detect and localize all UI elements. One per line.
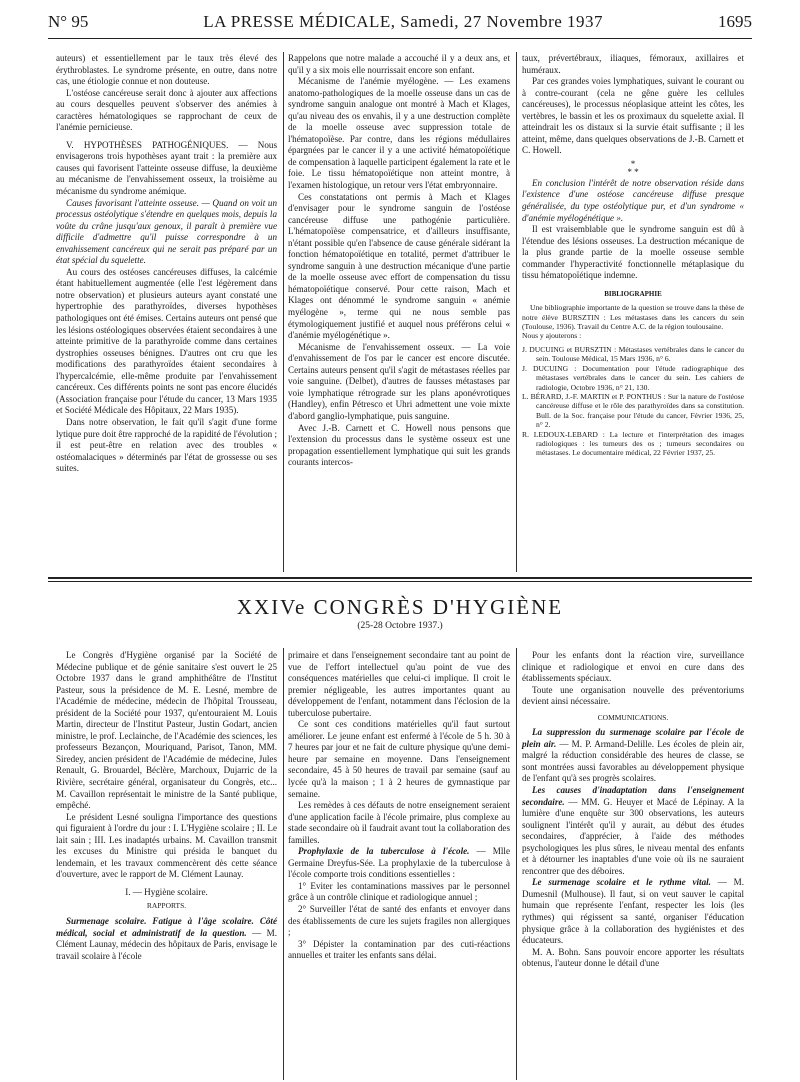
paragraph: V. HYPOTHÈSES PATHOGÉNIQUES. — Nous envisagerons trois hypothèses ayant trait : la première aux causes qui favorisent l'atteinte osseuse diffuse, la deuxième au mécanisme de l'envahissement osseux, la troisième au mécanisme du syndrome anémique. xyxy=(56,139,277,197)
paragraph: auteurs) et essentiellement par le taux très élevé des érythroblastes. Le syndrome présente, en outre, dans notre cas, une étiologie connue et non douteuse. xyxy=(56,53,277,87)
paragraph: taux, prévertébraux, iliaques, fémoraux, axillaires et huméraux. xyxy=(522,53,744,75)
column-divider xyxy=(516,52,517,572)
bibliography-title: BIBLIOGRAPHIE xyxy=(604,289,662,298)
column-divider xyxy=(283,648,284,1080)
paragraph: Pour les enfants dont la réaction vire, surveillance clinique et radiologique et envoi en cure dans des établissements spéciaux. xyxy=(522,650,744,684)
bibliography-intro: Une bibliographie importante de la question se trouve dans la thèse de notre élève BURSZTIN : Les métastases dans les cancers du sein (Toulouse, 1936). Travail du Centre A.C. de la région toulousaine. xyxy=(522,303,744,332)
report-title: Prophylaxie de la tuberculose à l'école. xyxy=(298,846,470,857)
section-rule xyxy=(48,577,752,579)
section-rule xyxy=(48,581,752,582)
communication-title: Le surmenage scolaire et le rythme vital. xyxy=(532,877,711,888)
bibliography-reference: J. DUCUING et BURSZTIN : Métastases vertébrales dans le cancer du sein. Toulouse Médical, 15 Mars 1936, n° 6. xyxy=(522,344,744,364)
bibliography-reference: J. DUCUING : Documentation pour l'étude radiographique des métastases vertébrales dans le cancer du sein. Les cahiers de radiologie, Octobre 1936, n° 21, 130. xyxy=(522,363,744,392)
communication-text: M. A. Bohn. Sans pouvoir encore apporter les résultats obtenus, l'auteur donne le détail d'une xyxy=(522,946,744,969)
paragraph: Toute une organisation nouvelle des préventoriums devient ainsi nécessaire. xyxy=(522,684,744,707)
bibliography xyxy=(522,290,744,458)
bibliography-reference: R. LEDOUX-LEBARD : La lecture et l'interprétation des images radiologiques : les tumeurs des os ; tumeurs secondaires ou métastases. Le documentaire médical, 22 Février 1937, 25. xyxy=(522,429,744,458)
column-divider xyxy=(283,52,284,572)
congress-title: XXIVe CONGRÈS D'HYGIÈNE xyxy=(236,595,564,619)
paragraph: Causes favorisant l'atteinte osseuse. — Quand on voit un processus ostéolytique s'étendre en quelques mois, depuis la voûte du crâne jusqu'aux genoux, il paraît à première vue difficile d'admettre qu'il puisse correspondre à un envahissement cancéreux qui ne serait pas préparé par un état spécial du squelette. xyxy=(56,197,277,266)
report-title: Surmenage scolaire. Fatigue à l'âge scolaire. Côté médical, social et administratif de la question. xyxy=(56,916,277,938)
communication-text: — M. P. Armand-Delille. Les écoles de plein air, malgré la réduction considérable des heures de classe, se sont montrées aussi favorables au développement physique de l'enfant qu'à ses progrès scolaires. xyxy=(522,738,744,784)
paragraph: Mécanisme de l'envahissement osseux. — La voie d'envahissement de l'os par le cancer est encore discutée. Certains auteurs pensent qu'il s'agit de métastases réelles par voie sanguine. (Delbet), d'autres de fausses métastases par voie lymphatique rétrograde sur les plans aponévrotiques (Handley), enfin Pétresco et Uhri admettent une voie mixte d'abord ganglio-lymphatique, puis sanguine. xyxy=(288,341,510,421)
issue-number: N° 95 xyxy=(48,12,89,31)
subsection-heading: RAPPORTS. xyxy=(146,901,187,911)
list-item: 3° Dépister la contamination par des cuti-réactions annuelles et traiter les enfants sans délai. xyxy=(288,938,510,961)
paragraph: Rappelons que notre malade a accouché il y a deux ans, et qu'il y a six mois elle nourrissait encore son enfant. xyxy=(288,53,510,75)
upper-column-1 xyxy=(56,53,277,475)
paragraph: Ce sont ces conditions matérielles qu'il faut surtout améliorer. Le jeune enfant est enfermé à l'école de 5 h. 30 à 7 heures par jour et ne fait de culture physique qu'une demi-heure par semaine en moyenne. Dans l'enseignement secondaire, 45 à 50 heures de travail par semaine (sauf au lycée qu'à la maison ; 1 à 2 heures de gymnastique par semaine. xyxy=(288,719,510,799)
lower-column-2 xyxy=(288,650,510,962)
paragraph: Au cours des ostéoses cancéreuses diffuses, la calcémie étant habituellement augmentée (elle l'est légèrement dans notre observation) et plusieurs auteurs ayant constaté une hypertrophie des parathyroïdes, diverses hypothèses pathologiques ont été émises. Certains auteurs ont pensé que les lésions ostéologiques observées étaient secondaires à une atteinte primitive de la parathyroïde comme dans certaines dystrophies osseuses bénignes. D'autres ont cru que les modifications des parathyroïdes étaient secondaires à l'hypercalcémie, elle-même produite par l'envahissement cancéreux. Ces différents points ne sont pas encore élucidés (Association française pour l'étude du cancer, 13 Mars 1935 et Société Médicale des Hôpitaux, 22 Mars 1935). xyxy=(56,266,277,416)
communication-text: — M. Dumesnil (Mulhouse). Il faut, si on veut sauver le capital humain que représente l'enfant, respecter les lois (les rythmes) qui régissent sa santé, organiser l'éducation physique grâce à la collaboration des hygiénistes et des éducateurs. xyxy=(522,877,744,946)
paragraph: Mécanisme de l'anémie myélogène. — Les examens anatomo-pathologiques de la moelle osseuse dans un cas de syndrome sanguin analogue ont montré à Mach et Klages, qu'au niveau des os envahis, il y a une destruction complète de la moelle osseuse avec suppression totale de l'hématopoïèse. Par contre, dans les régions médullaires épargnées par le cancer il y a une activité hématopoïétique de compensation à laquelle participent également la rate et le foie. Le tissu hématopoïétique non atteint montre, à l'examen histologique, un retour vers l'état embryonnaire. xyxy=(288,76,510,191)
report-text: — Mlle Germaine Dreyfus-Sée. La prophylaxie de la tuberculose à l'école comporte trois conditions essentielles : xyxy=(288,846,510,880)
section-heading: I. — Hygiène scolaire. xyxy=(125,886,208,897)
paragraph: Dans notre observation, le fait qu'il s'agit d'une forme lytique pure doit être rapproché de la rapidité de l'évolution ; il est peut-être en relation avec des troubles « ostéomalaciques » déterminés par l'état de grossesse ou ses suites. xyxy=(56,416,277,474)
paragraph: Avec J.-B. Carnett et C. Howell nous pensons que l'extension du processus dans le système osseux est une propagation essentiellement lymphatique qui suit les grands courants intercos- xyxy=(288,422,510,468)
paragraph: Les remèdes à ces défauts de notre enseignement seraient d'une application facile à l'école primaire, plus complexe au stade secondaire où il faudrait avant tout la collaboration des familles. xyxy=(288,800,510,845)
paragraph: Le Congrès d'Hygiène organisé par la Société de Médecine publique et de génie sanitaire s'est ouvert le 25 Octobre 1937 dans le grand amphithéâtre de l'Institut Pasteur, sous la présidence de M. E. Lesné, membre de l'Académie de médecine, médecin de l'hôpital Trousseau, président de la Société pour 1937, qu'entouraient M. Louis Martin, directeur de l'Institut Pasteur, Justin Godart, ancien ministre, le prof. Leclainche, de l'Académie des sciences, les professeurs Bezançon, Mouriquand, Parisot, Tanon, MM. Siredey, ancien président de l'Académie de médecine, Jules Renault, G. Brouardel, Béclère, Marchoux, Dujarric de la Rivière, secrétaire général, organisateur du Congrès, etc... M. Cavaillon représentait le ministre de la Santé publique, empêché. xyxy=(56,650,277,811)
page-header xyxy=(48,12,752,34)
bibliography-intro2: Nous y ajouterons : xyxy=(522,331,582,341)
asterism: * * * xyxy=(627,158,639,177)
communication-title: Les causes d'inadaptation dans l'enseignement secondaire. xyxy=(522,785,744,807)
communication-text: — MM. G. Heuyer et Macé de Lépinay. A la lumière d'une enquête sur 300 observations, les auteurs soulignent l'intérêt qu'il y aurait, au début des études secondaires, d'apprécier, à l'aide des méthodes psychologiques les plus sûres, le niveau mental des enfants et à détourner les inaptables d'une voie où ils ne sauraient rencontrer que des déboires. xyxy=(522,796,745,876)
list-item: 1° Eviter les contaminations massives par le personnel grâce à un contrôle clinique et radiologique annuel ; xyxy=(288,880,510,903)
lower-column-3 xyxy=(522,650,744,970)
list-item: 2° Surveiller l'état de santé des enfants et envoyer dans des établissements de cure les sujets fragiles non allergiques ; xyxy=(288,904,510,938)
upper-column-3 xyxy=(522,53,744,458)
subsection-heading: COMMUNICATIONS. xyxy=(597,712,669,722)
paragraph: Il est vraisemblable que le syndrome sanguin est dû à l'étendue des lésions osseuses. La destruction mécanique de la plus grande partie de la moelle osseuse semble commander l'hyperactivité fonctionnelle métaplasique du tissu hématopoïétique indemne. xyxy=(522,224,744,281)
communication-title: La suppression du surmenage scolaire par l'école de plein air. xyxy=(522,727,744,749)
upper-column-2 xyxy=(288,53,510,469)
lower-column-1 xyxy=(56,650,277,962)
paragraph: En conclusion l'intérêt de notre observation réside dans l'existence d'une ostéose cancéreuse diffuse presque généralisée, du type ostéolytique pur, et d'un syndrome « d'anémie myélogénétique ». xyxy=(522,177,744,223)
paragraph: primaire et dans l'enseignement secondaire tant au point de vue de l'effort intellectuel qu'au point de vue des conséquences matérielles que celui-ci implique. Il croit le premier négligeable, les autres importantes quant au développement de l'enfant, notamment dans l'éclosion de la tuberculose pubertaire. xyxy=(288,650,510,718)
column-divider xyxy=(516,648,517,1080)
report-text: — M. Clément Launay, médecin des hôpitaux de Paris, envisage le travail scolaire à l'école xyxy=(56,927,277,961)
journal-title: LA PRESSE MÉDICALE, Samedi, 27 Novembre 1937 xyxy=(203,12,604,31)
paragraph: Par ces grandes voies lymphatiques, suivant le courant ou à contre-courant (cela ne gêne guère les cellules cancéreuses), le processus néoplasique atteint les côtes, les vertèbres, le bassin et les os proximaux du squelette axial. Il atteindrait les os distaux si la survie était suffisante ; il les atteint, même, dans quelques observations de J.-B. Carnett et C. Howell. xyxy=(522,76,744,156)
page-number: 1695 xyxy=(718,12,752,31)
header-rule xyxy=(48,38,752,39)
congress-dates: (25-28 Octobre 1937.) xyxy=(357,621,443,631)
paragraph: L'ostéose cancéreuse serait donc à ajouter aux affections au cours desquelles peuvent s'observer des anémies à caractères hématologiques se rapprochant de ceux de l'anémie pernicieuse. xyxy=(56,87,277,133)
bibliography-reference: L. BÉRARD, J.-F. MARTIN et P. PONTHUS : Sur la nature de l'ostéose cancéreuse diffuse et le rôle des parathyroïdes dans sa constitution. Bull. de la Soc. française pour l'étude du cancer, Février 1936, 25, n° 2. xyxy=(522,391,744,430)
paragraph: Le président Lesné souligna l'importance des questions qui figuraient à l'ordre du jour : I. L'Hygiène scolaire ; II. Le lait sain ; III. Les inadaptés urbains. M. Cavaillon transmit les excuses du Ministre qui présida le banquet du lendemain, et les travaux commencèrent dès cette séance d'ouverture, avec le rapport de M. Clément Launay. xyxy=(56,811,277,880)
paragraph: Ces constatations ont permis à Mach et Klages d'envisager pour le syndrome sanguin de l'ostéose cancéreuse diffuse une pathogénie particulière. L'hématopoïèse compensatrice, et d'ailleurs insuffisante, n'étant possible qu'en l'absence de cause générale sidérant la fonction hématopoïétique en totalité, permet d'attribuer le syndrome sanguin à une destruction mécanique d'une partie de la moelle osseuse avec effort de compensation du tissu hématopoïétique conservé. Pour cette raison, Mach et Klages ont dénommé le syndrome sanguin « anémie myélogène », terme qui ne nous semble pas étymologiquement justifié et auquel nous préférons celui « d'anémie myélogénétique ». xyxy=(288,191,510,341)
